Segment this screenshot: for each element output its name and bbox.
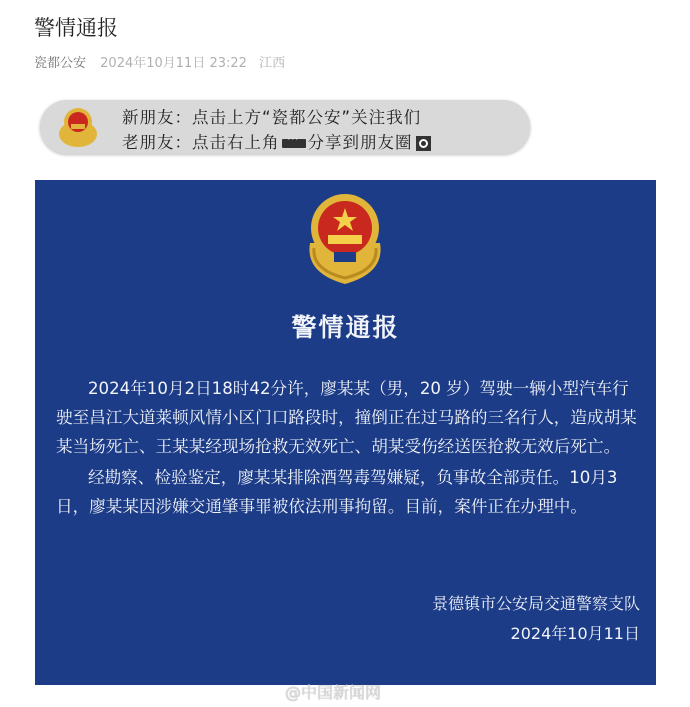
follow-banner <box>40 100 530 154</box>
notice-line: 经勘察、检验鉴定，廖某某排除酒驾毒驾嫌疑，负事故全部责任。10月3 <box>88 468 618 487</box>
publish-location: 江西 <box>259 56 286 71</box>
notice-date: 2024年10月11日 <box>510 624 640 643</box>
more-dots-icon <box>282 139 306 148</box>
article-meta <box>34 52 293 71</box>
notice-line: 日，廖某某因涉嫌交通肇事罪被依法刑事拘留。目前，案件正在办理中。 <box>56 497 587 516</box>
notice-line: 某当场死亡、王某某经现场抢救无效死亡、胡某受伤经送医抢救无效后死亡。 <box>56 437 621 456</box>
banner-share-text: 分享到朋友圈 <box>307 133 413 152</box>
notice-issuer: 景德镇市公安局交通警察支队 <box>431 594 640 613</box>
banner-old-text: 老朋友：点击右上角 <box>122 133 280 152</box>
police-emblem-icon <box>300 188 390 288</box>
publish-datetime: 2024年10月11日 23:22 <box>100 56 247 71</box>
police-emblem-icon <box>56 104 100 150</box>
author-link[interactable]: 瓷都公安 <box>34 56 87 71</box>
weibo-watermark: @中国新闻网 <box>285 683 382 702</box>
banner-old-friends <box>122 129 431 153</box>
notice-image <box>35 180 656 685</box>
article-title: 警情通报 <box>34 16 118 40</box>
banner-new-friends: 新朋友：点击上方“瓷都公安”关注我们 <box>122 108 422 127</box>
notice-line: 2024年10月2日18时42分许，廖某某（男，20 岁）驾驶一辆小型汽车行 <box>88 379 629 398</box>
notice-line: 驶至昌江大道莱顿风情小区门口路段时，撞倒正在过马路的三名行人，造成胡某 <box>56 408 637 427</box>
moments-icon <box>416 136 431 151</box>
notice-title: 警情通报 <box>291 313 400 342</box>
